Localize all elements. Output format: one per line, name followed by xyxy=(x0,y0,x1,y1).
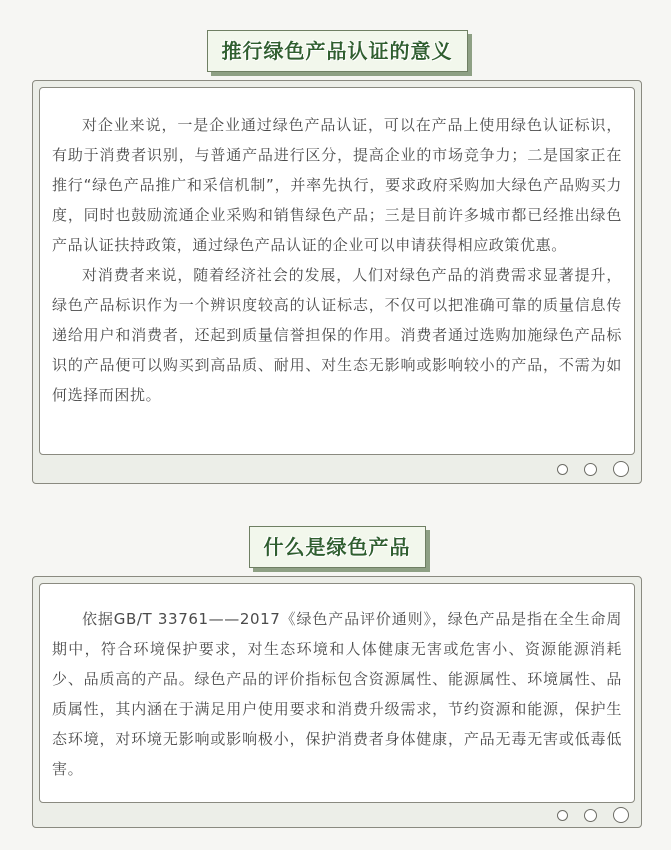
dot-small-icon xyxy=(557,810,568,821)
paragraph-enterprise: 对企业来说，一是企业通过绿色产品认证，可以在产品上使用绿色认证标识，有助于消费者识别，与普通产品进行区分，提高企业的市场竞争力；二是国家正在推行“绿色产品推广和采信机制”，并率先执行，要求政府采购加大绿色产品购买力度，同时也鼓励流通企业采购和销售绿色产品；三是目前许多城市都已经推出绿色产品认证扶持政策，通过绿色产品认证的企业可以申请获得相应政策优惠。 xyxy=(52,116,622,254)
dot-medium-icon xyxy=(584,463,597,476)
section-title: 什么是绿色产品 xyxy=(249,526,426,568)
dot-large-icon xyxy=(613,807,629,823)
decorative-dots xyxy=(557,461,629,477)
content-frame xyxy=(32,80,642,484)
paragraph-definition: 依据GB/T 33761——2017《绿色产品评价通则》，绿色产品是指在全生命周期中，符合环境保护要求，对生态环境和人体健康无害或危害小、资源能源消耗少、品质高的产品。绿色产品的评价指标包含资源属性、能源属性、环境属性、品质属性，其内涵在于满足用户使用要求和消费升级需求，节约资源和能源，保护生态环境，对环境无影响或影响极小，保护消费者身体健康，产品无毒无害或低毒低害。 xyxy=(52,610,622,778)
dot-large-icon xyxy=(613,461,629,477)
paragraph-consumer: 对消费者来说，随着经济社会的发展，人们对绿色产品的消费需求显著提升，绿色产品标识作为一个辨识度较高的认证标志，不仅可以把准确可靠的质量信息传递给用户和消费者，还起到质量信誉担保的作用。消费者通过选购加施绿色产品标识的产品便可以购买到高品质、耐用、对生态无影响或影响较小的产品，不需为如何选择而困扰。 xyxy=(52,266,622,404)
section-significance xyxy=(32,0,642,490)
section-title: 推行绿色产品认证的意义 xyxy=(207,30,468,72)
section-title-wrap xyxy=(32,526,642,568)
dot-small-icon xyxy=(557,464,568,475)
decorative-dots xyxy=(557,807,629,823)
section-what-is-green-product xyxy=(32,520,642,840)
section-title-wrap xyxy=(32,30,642,72)
content-card xyxy=(39,87,635,455)
content-card xyxy=(39,583,635,803)
dot-medium-icon xyxy=(584,809,597,822)
content-frame xyxy=(32,576,642,828)
